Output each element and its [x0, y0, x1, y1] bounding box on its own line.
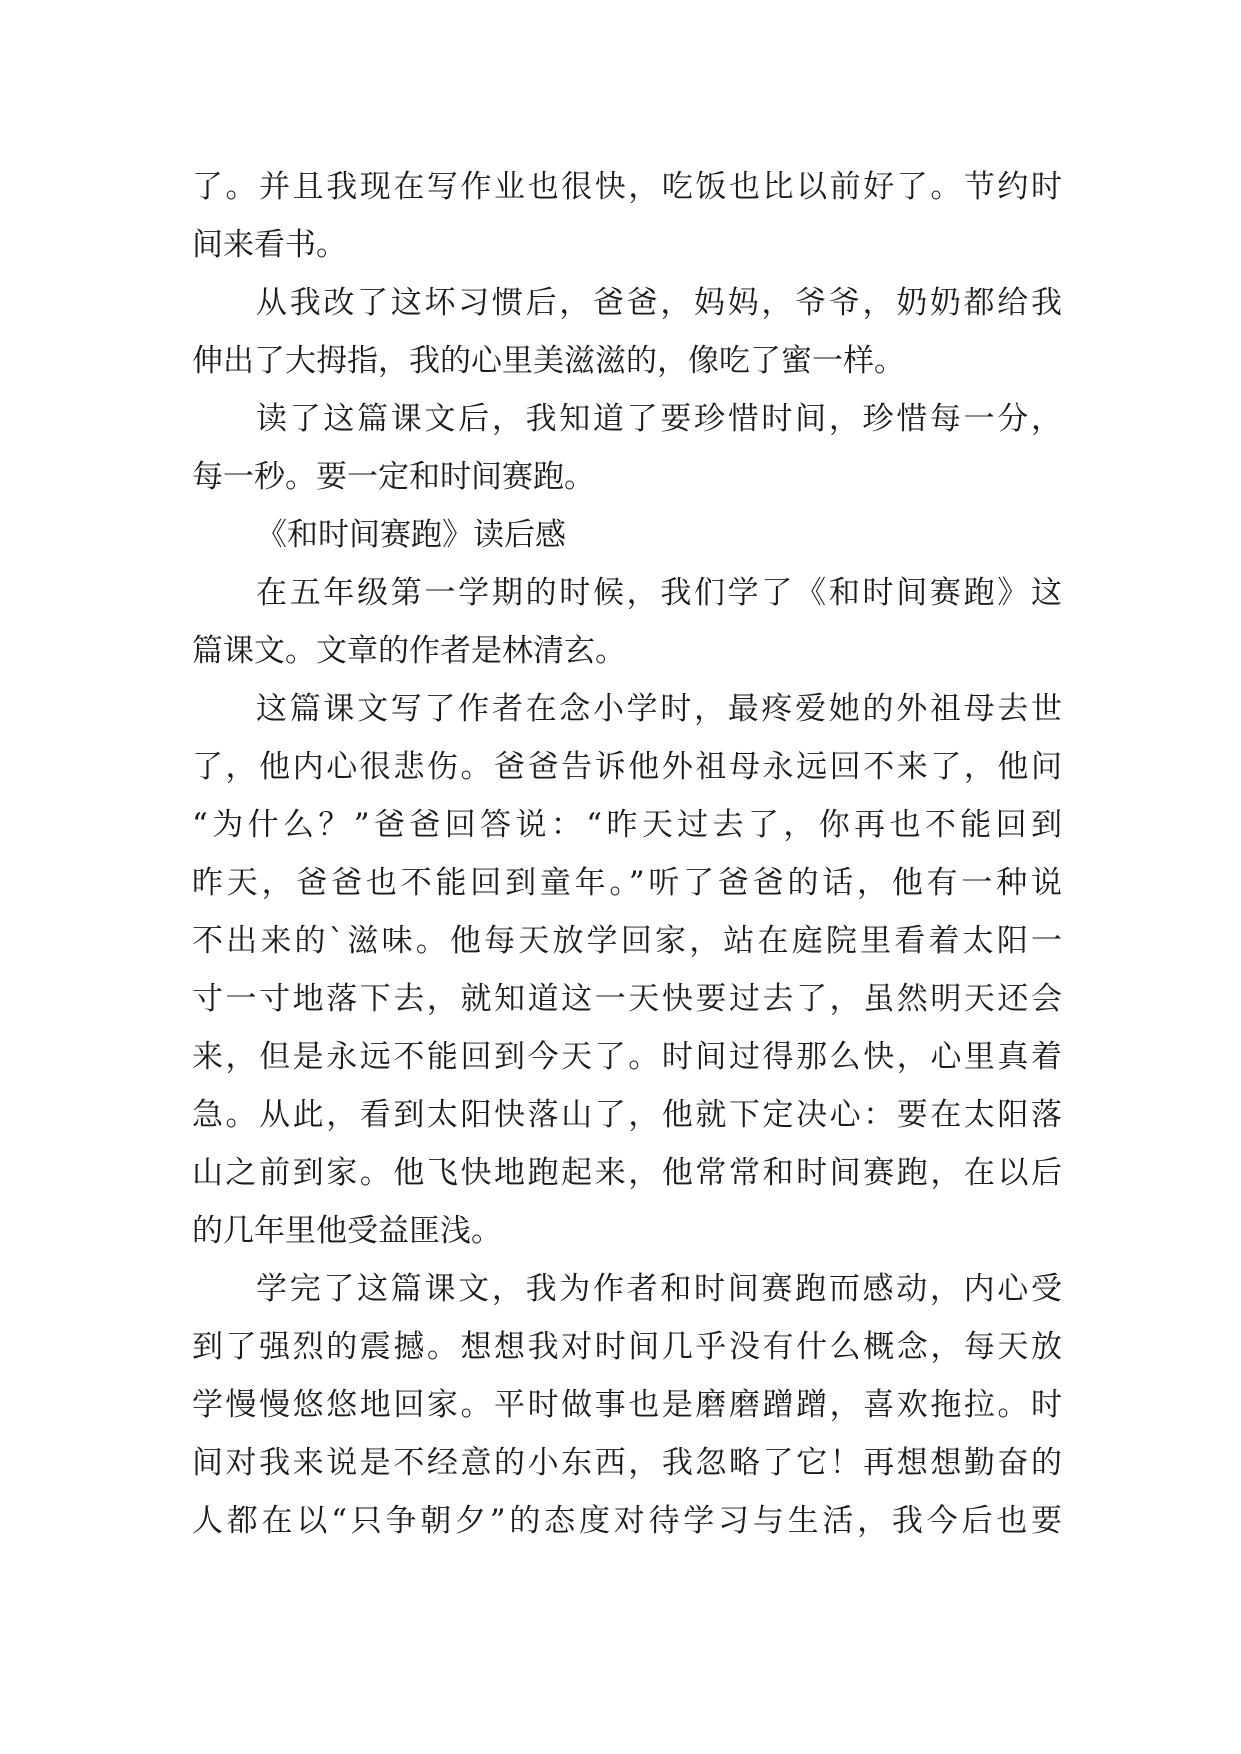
text-line: 了。并且我现在写作业也很快，吃饭也比以前好了。节约时: [192, 169, 1062, 205]
text-line: 间对我来说是不经意的小东西，我忽略了它！再想想勤奋的: [192, 1445, 1062, 1481]
text-line: 篇课文。文章的作者是林清玄。: [192, 633, 626, 669]
text-line: 间来看书。: [192, 227, 347, 263]
text-line: 到了强烈的震撼。想想我对时间几乎没有什么概念，每天放: [192, 1329, 1062, 1365]
text-line: 急。从此，看到太阳快落山了，他就下定决心：要在太阳落: [192, 1097, 1062, 1133]
text-line: 来，但是永远不能回到今天了。时间过得那么快，心里真着: [192, 1039, 1062, 1075]
text-line: 在五年级第一学期的时候，我们学了《和时间赛跑》这: [256, 575, 1062, 611]
text-line: 寸一寸地落下去，就知道这一天快要过去了，虽然明天还会: [192, 981, 1062, 1017]
text-line: 这篇课文写了作者在念小学时，最疼爱她的外祖母去世: [256, 691, 1062, 727]
text-line: 学完了这篇课文，我为作者和时间赛跑而感动，内心受: [256, 1271, 1062, 1307]
text-line: 不出来的`滋味。他每天放学回家，站在庭院里看着太阳一: [192, 923, 1062, 959]
text-line: 伸出了大拇指，我的心里美滋滋的，像吃了蜜一样。: [192, 343, 905, 379]
section-heading: 《和时间赛跑》读后感: [256, 517, 566, 553]
text-line: 读了这篇课文后，我知道了要珍惜时间，珍惜每一分，: [256, 401, 1062, 437]
text-line: “为什么？”爸爸回答说：“昨天过去了，你再也不能回到: [192, 807, 1062, 843]
text-line: 山之前到家。他飞快地跑起来，他常常和时间赛跑，在以后: [192, 1155, 1062, 1191]
text-line: 学慢慢悠悠地回家。平时做事也是磨磨蹭蹭，喜欢拖拉。时: [192, 1387, 1062, 1423]
text-line: 人都在以“只争朝夕”的态度对待学习与生活，我今后也要: [192, 1503, 1062, 1539]
document-body: [192, 158, 1062, 1550]
text-line: 了，他内心很悲伤。爸爸告诉他外祖母永远回不来了，他问: [192, 749, 1062, 785]
text-line: 昨天，爸爸也不能回到童年。”听了爸爸的话，他有一种说: [192, 865, 1062, 901]
text-line: 从我改了这坏习惯后，爸爸，妈妈，爷爷，奶奶都给我: [256, 285, 1062, 321]
text-line: 的几年里他受益匪浅。: [192, 1213, 502, 1249]
text-line: 每一秒。要一定和时间赛跑。: [192, 459, 595, 495]
